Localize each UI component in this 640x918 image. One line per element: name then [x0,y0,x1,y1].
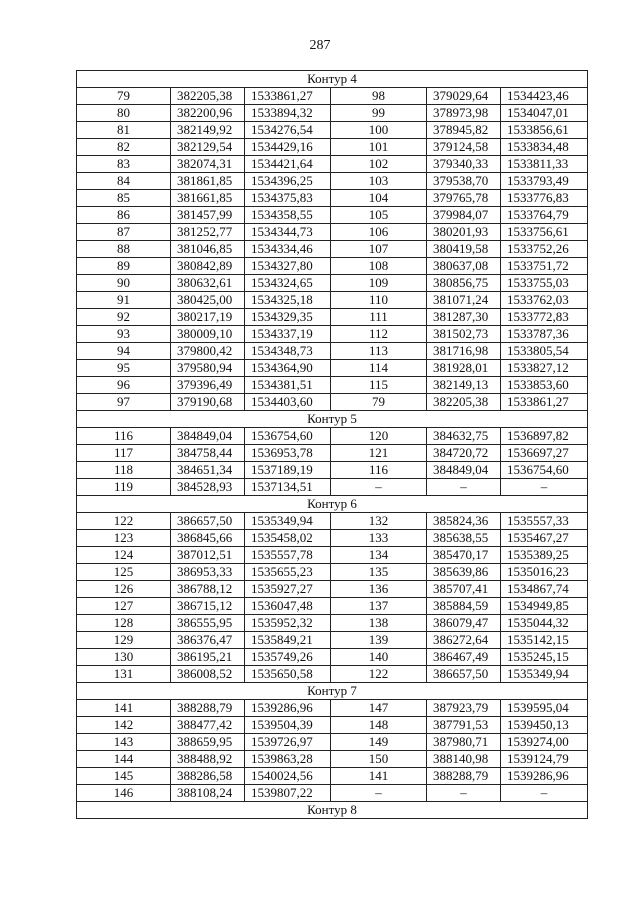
section-header-row [77,411,588,428]
x-coordinate-cell: 380425,00 [171,292,245,309]
y-coordinate-cell: 1539726,97 [245,734,331,751]
table-row [77,734,588,751]
point-number-cell: 102 [331,156,427,173]
y-coordinate-cell: 1534403,60 [245,394,331,411]
x-coordinate-cell: 388108,24 [171,785,245,802]
point-number-cell: 114 [331,360,427,377]
table-row [77,394,588,411]
x-coordinate-cell: 379029,64 [427,88,501,105]
point-number-cell: 109 [331,275,427,292]
point-number-cell: 140 [331,649,427,666]
point-number-cell: 143 [77,734,171,751]
point-number-cell: 126 [77,581,171,598]
x-coordinate-cell: 386788,12 [171,581,245,598]
x-coordinate-cell: 388288,79 [171,700,245,717]
x-coordinate-cell: 380217,19 [171,309,245,326]
x-coordinate-cell: 381928,01 [427,360,501,377]
y-coordinate-cell: 1533853,60 [501,377,588,394]
x-coordinate-cell: 381502,73 [427,326,501,343]
y-coordinate-cell: 1534327,80 [245,258,331,275]
point-number-cell: 123 [77,530,171,547]
y-coordinate-cell: 1533762,03 [501,292,588,309]
x-coordinate-cell: 382205,38 [427,394,501,411]
y-coordinate-cell: 1535016,23 [501,564,588,581]
point-number-cell: 131 [77,666,171,683]
y-coordinate-cell: 1533861,27 [245,88,331,105]
y-coordinate-cell: 1535349,94 [245,513,331,530]
x-coordinate-cell: 380009,10 [171,326,245,343]
x-coordinate-cell: 385824,36 [427,513,501,530]
x-coordinate-cell: 380856,75 [427,275,501,292]
x-coordinate-cell: 384758,44 [171,445,245,462]
section-header-row [77,71,588,88]
point-number-cell: 93 [77,326,171,343]
table-row [77,768,588,785]
x-coordinate-cell: 386953,33 [171,564,245,581]
point-number-cell: 99 [331,105,427,122]
point-number-cell: 146 [77,785,171,802]
x-coordinate-cell: 384849,04 [171,428,245,445]
y-coordinate-cell: 1535389,25 [501,547,588,564]
y-coordinate-cell: 1535245,15 [501,649,588,666]
y-coordinate-cell: 1534421,64 [245,156,331,173]
section-title: Контур 5 [77,411,588,428]
x-coordinate-cell: 387791,53 [427,717,501,734]
x-coordinate-cell: 379538,70 [427,173,501,190]
x-coordinate-cell: 388288,79 [427,768,501,785]
y-coordinate-cell: 1533793,49 [501,173,588,190]
table-row [77,445,588,462]
y-coordinate-cell: 1535952,32 [245,615,331,632]
y-coordinate-cell: 1535927,27 [245,581,331,598]
table-row [77,513,588,530]
point-number-cell: 86 [77,207,171,224]
y-coordinate-cell: 1534429,16 [245,139,331,156]
y-coordinate-cell: 1533764,79 [501,207,588,224]
x-coordinate-cell: 384528,93 [171,479,245,496]
point-number-cell: 106 [331,224,427,241]
table-row [77,598,588,615]
point-number-cell: 79 [331,394,427,411]
table-row [77,190,588,207]
table-row [77,479,588,496]
point-number-cell: 122 [331,666,427,683]
y-coordinate-cell: 1533894,32 [245,105,331,122]
point-number-cell: 148 [331,717,427,734]
y-coordinate-cell: 1535349,94 [501,666,588,683]
point-number-cell: 145 [77,768,171,785]
point-number-cell: 84 [77,173,171,190]
y-coordinate-cell: 1536953,78 [245,445,331,462]
page-number: 287 [309,38,331,53]
y-coordinate-cell: 1534364,90 [245,360,331,377]
x-coordinate-cell: 388488,92 [171,751,245,768]
point-number-cell: 89 [77,258,171,275]
y-coordinate-cell: 1534344,73 [245,224,331,241]
y-coordinate-cell: 1539595,04 [501,700,588,717]
y-coordinate-cell: 1533751,72 [501,258,588,275]
y-coordinate-cell: 1534949,85 [501,598,588,615]
point-number-cell: 108 [331,258,427,275]
x-coordinate-cell: 380632,61 [171,275,245,292]
y-coordinate-cell: 1534396,25 [245,173,331,190]
table-row [77,122,588,139]
point-number-cell: 111 [331,309,427,326]
x-coordinate-cell: 382149,92 [171,122,245,139]
x-coordinate-cell: 380201,93 [427,224,501,241]
y-coordinate-cell: 1537189,19 [245,462,331,479]
y-coordinate-cell: 1533756,61 [501,224,588,241]
x-coordinate-cell: 386467,49 [427,649,501,666]
point-number-cell: 104 [331,190,427,207]
point-number-cell: 133 [331,530,427,547]
point-number-cell: 100 [331,122,427,139]
point-number-cell: 128 [77,615,171,632]
x-coordinate-cell: 381046,85 [171,241,245,258]
y-coordinate-cell: 1535467,27 [501,530,588,547]
point-number-cell: 80 [77,105,171,122]
point-number-cell: 139 [331,632,427,649]
point-number-cell: 121 [331,445,427,462]
y-coordinate-cell: 1534324,65 [245,275,331,292]
x-coordinate-cell: 386657,50 [427,666,501,683]
x-coordinate-cell: 386195,21 [171,649,245,666]
table-row [77,343,588,360]
table-row [77,309,588,326]
point-number-cell: 101 [331,139,427,156]
x-coordinate-cell: 381287,30 [427,309,501,326]
point-number-cell: 105 [331,207,427,224]
point-number-cell: 134 [331,547,427,564]
y-coordinate-cell: 1539863,28 [245,751,331,768]
x-coordinate-cell: 386657,50 [171,513,245,530]
x-coordinate-cell: 385884,59 [427,598,501,615]
y-coordinate-cell: 1534276,54 [245,122,331,139]
x-coordinate-cell: 387923,79 [427,700,501,717]
point-number-cell: 117 [77,445,171,462]
point-number-cell: 141 [331,768,427,785]
x-coordinate-cell: 380637,08 [427,258,501,275]
y-coordinate-cell: 1534375,83 [245,190,331,207]
section-header-row [77,496,588,513]
point-number-cell: 82 [77,139,171,156]
point-number-cell: – [331,785,427,802]
point-number-cell: 112 [331,326,427,343]
y-coordinate-cell: 1533861,27 [501,394,588,411]
y-coordinate-cell: 1539504,39 [245,717,331,734]
point-number-cell: 95 [77,360,171,377]
table-body [77,71,588,819]
point-number-cell: 94 [77,343,171,360]
table-row [77,717,588,734]
y-coordinate-cell: 1533827,12 [501,360,588,377]
x-coordinate-cell: 386376,47 [171,632,245,649]
point-number-cell: 90 [77,275,171,292]
y-coordinate-cell: 1536754,60 [501,462,588,479]
point-number-cell: 81 [77,122,171,139]
y-coordinate-cell: 1534423,46 [501,88,588,105]
y-coordinate-cell: 1534337,19 [245,326,331,343]
x-coordinate-cell: 386555,95 [171,615,245,632]
table-row [77,173,588,190]
y-coordinate-cell: 1534381,51 [245,377,331,394]
x-coordinate-cell: 384849,04 [427,462,501,479]
table-row [77,581,588,598]
x-coordinate-cell: 382200,96 [171,105,245,122]
section-title: Контур 4 [77,71,588,88]
x-coordinate-cell: 380419,58 [427,241,501,258]
point-number-cell: 87 [77,224,171,241]
table-row [77,564,588,581]
x-coordinate-cell: 388140,98 [427,751,501,768]
x-coordinate-cell: 388286,58 [171,768,245,785]
x-coordinate-cell: 379396,49 [171,377,245,394]
y-coordinate-cell: 1533755,03 [501,275,588,292]
x-coordinate-cell: 385707,41 [427,581,501,598]
y-coordinate-cell: – [501,785,588,802]
x-coordinate-cell: 382149,13 [427,377,501,394]
x-coordinate-cell: 379190,68 [171,394,245,411]
table-row [77,275,588,292]
point-number-cell: 120 [331,428,427,445]
point-number-cell: 125 [77,564,171,581]
y-coordinate-cell: 1534867,74 [501,581,588,598]
table-row [77,785,588,802]
y-coordinate-cell: 1534047,01 [501,105,588,122]
y-coordinate-cell: 1533752,26 [501,241,588,258]
y-coordinate-cell: 1534348,73 [245,343,331,360]
point-number-cell: 103 [331,173,427,190]
x-coordinate-cell: 384632,75 [427,428,501,445]
point-number-cell: 150 [331,751,427,768]
x-coordinate-cell: 381861,85 [171,173,245,190]
x-coordinate-cell: 384720,72 [427,445,501,462]
y-coordinate-cell: 1536897,82 [501,428,588,445]
x-coordinate-cell: 382205,38 [171,88,245,105]
y-coordinate-cell: 1535650,58 [245,666,331,683]
y-coordinate-cell: 1536047,48 [245,598,331,615]
point-number-cell: 113 [331,343,427,360]
x-coordinate-cell: 385639,86 [427,564,501,581]
y-coordinate-cell: 1533776,83 [501,190,588,207]
table-row [77,292,588,309]
x-coordinate-cell: 384651,34 [171,462,245,479]
y-coordinate-cell: 1539274,00 [501,734,588,751]
point-number-cell: 119 [77,479,171,496]
y-coordinate-cell: 1533787,36 [501,326,588,343]
y-coordinate-cell: 1536754,60 [245,428,331,445]
y-coordinate-cell: 1535142,15 [501,632,588,649]
point-number-cell: 137 [331,598,427,615]
y-coordinate-cell: 1534325,18 [245,292,331,309]
point-number-cell: 136 [331,581,427,598]
x-coordinate-cell: 381716,98 [427,343,501,360]
x-coordinate-cell: 386845,66 [171,530,245,547]
table-row [77,666,588,683]
table-row [77,700,588,717]
point-number-cell: 142 [77,717,171,734]
y-coordinate-cell: 1539286,96 [501,768,588,785]
section-header-row [77,802,588,819]
table-row [77,326,588,343]
point-number-cell: 96 [77,377,171,394]
x-coordinate-cell: 382129,54 [171,139,245,156]
table-row [77,258,588,275]
x-coordinate-cell: 381252,77 [171,224,245,241]
table-row [77,547,588,564]
x-coordinate-cell: 379984,07 [427,207,501,224]
y-coordinate-cell: 1534358,55 [245,207,331,224]
point-number-cell: 138 [331,615,427,632]
y-coordinate-cell: 1533834,48 [501,139,588,156]
point-number-cell: 127 [77,598,171,615]
point-number-cell: 85 [77,190,171,207]
point-number-cell: 147 [331,700,427,717]
point-number-cell: 88 [77,241,171,258]
y-coordinate-cell: 1539286,96 [245,700,331,717]
table-row [77,88,588,105]
x-coordinate-cell: – [427,785,501,802]
y-coordinate-cell: – [501,479,588,496]
x-coordinate-cell: 388659,95 [171,734,245,751]
x-coordinate-cell: 378945,82 [427,122,501,139]
y-coordinate-cell: 1539807,22 [245,785,331,802]
x-coordinate-cell: 386079,47 [427,615,501,632]
point-number-cell: 110 [331,292,427,309]
point-number-cell: 132 [331,513,427,530]
point-number-cell: 135 [331,564,427,581]
x-coordinate-cell: 386008,52 [171,666,245,683]
x-coordinate-cell: 381457,99 [171,207,245,224]
table-row [77,241,588,258]
y-coordinate-cell: 1535749,26 [245,649,331,666]
point-number-cell: 118 [77,462,171,479]
point-number-cell: 149 [331,734,427,751]
section-header-row [77,683,588,700]
y-coordinate-cell: 1535557,33 [501,513,588,530]
point-number-cell: – [331,479,427,496]
y-coordinate-cell: 1533811,33 [501,156,588,173]
section-title: Контур 7 [77,683,588,700]
point-number-cell: 107 [331,241,427,258]
x-coordinate-cell: 382074,31 [171,156,245,173]
table-row [77,462,588,479]
x-coordinate-cell: 387980,71 [427,734,501,751]
y-coordinate-cell: 1535044,32 [501,615,588,632]
x-coordinate-cell: 379580,94 [171,360,245,377]
point-number-cell: 144 [77,751,171,768]
y-coordinate-cell: 1535655,23 [245,564,331,581]
x-coordinate-cell: 381661,85 [171,190,245,207]
point-number-cell: 115 [331,377,427,394]
point-number-cell: 122 [77,513,171,530]
x-coordinate-cell: 379800,42 [171,343,245,360]
point-number-cell: 116 [331,462,427,479]
y-coordinate-cell: 1533856,61 [501,122,588,139]
x-coordinate-cell: 379340,33 [427,156,501,173]
point-number-cell: 79 [77,88,171,105]
point-number-cell: 129 [77,632,171,649]
x-coordinate-cell: 378973,98 [427,105,501,122]
x-coordinate-cell: 386272,64 [427,632,501,649]
y-coordinate-cell: 1533805,54 [501,343,588,360]
y-coordinate-cell: 1534334,46 [245,241,331,258]
table-row [77,156,588,173]
table-row [77,377,588,394]
x-coordinate-cell: – [427,479,501,496]
x-coordinate-cell: 379765,78 [427,190,501,207]
table-row [77,360,588,377]
y-coordinate-cell: 1533772,83 [501,309,588,326]
section-title: Контур 6 [77,496,588,513]
table-row [77,224,588,241]
point-number-cell: 98 [331,88,427,105]
point-number-cell: 141 [77,700,171,717]
table-row [77,530,588,547]
x-coordinate-cell: 379124,58 [427,139,501,156]
y-coordinate-cell: 1539450,13 [501,717,588,734]
x-coordinate-cell: 387012,51 [171,547,245,564]
table-row [77,615,588,632]
table-row [77,632,588,649]
point-number-cell: 91 [77,292,171,309]
table-row [77,751,588,768]
point-number-cell: 116 [77,428,171,445]
y-coordinate-cell: 1535849,21 [245,632,331,649]
table-row [77,428,588,445]
x-coordinate-cell: 388477,42 [171,717,245,734]
y-coordinate-cell: 1535557,78 [245,547,331,564]
table-row [77,139,588,156]
x-coordinate-cell: 386715,12 [171,598,245,615]
y-coordinate-cell: 1537134,51 [245,479,331,496]
x-coordinate-cell: 380842,89 [171,258,245,275]
y-coordinate-cell: 1534329,35 [245,309,331,326]
y-coordinate-cell: 1539124,79 [501,751,588,768]
x-coordinate-cell: 385470,17 [427,547,501,564]
table-row [77,207,588,224]
section-title: Контур 8 [77,802,588,819]
point-number-cell: 83 [77,156,171,173]
x-coordinate-cell: 381071,24 [427,292,501,309]
point-number-cell: 124 [77,547,171,564]
point-number-cell: 92 [77,309,171,326]
y-coordinate-cell: 1536697,27 [501,445,588,462]
y-coordinate-cell: 1535458,02 [245,530,331,547]
point-number-cell: 130 [77,649,171,666]
point-number-cell: 97 [77,394,171,411]
table-row [77,649,588,666]
coordinates-table [76,70,588,819]
table-row [77,105,588,122]
x-coordinate-cell: 385638,55 [427,530,501,547]
y-coordinate-cell: 1540024,56 [245,768,331,785]
